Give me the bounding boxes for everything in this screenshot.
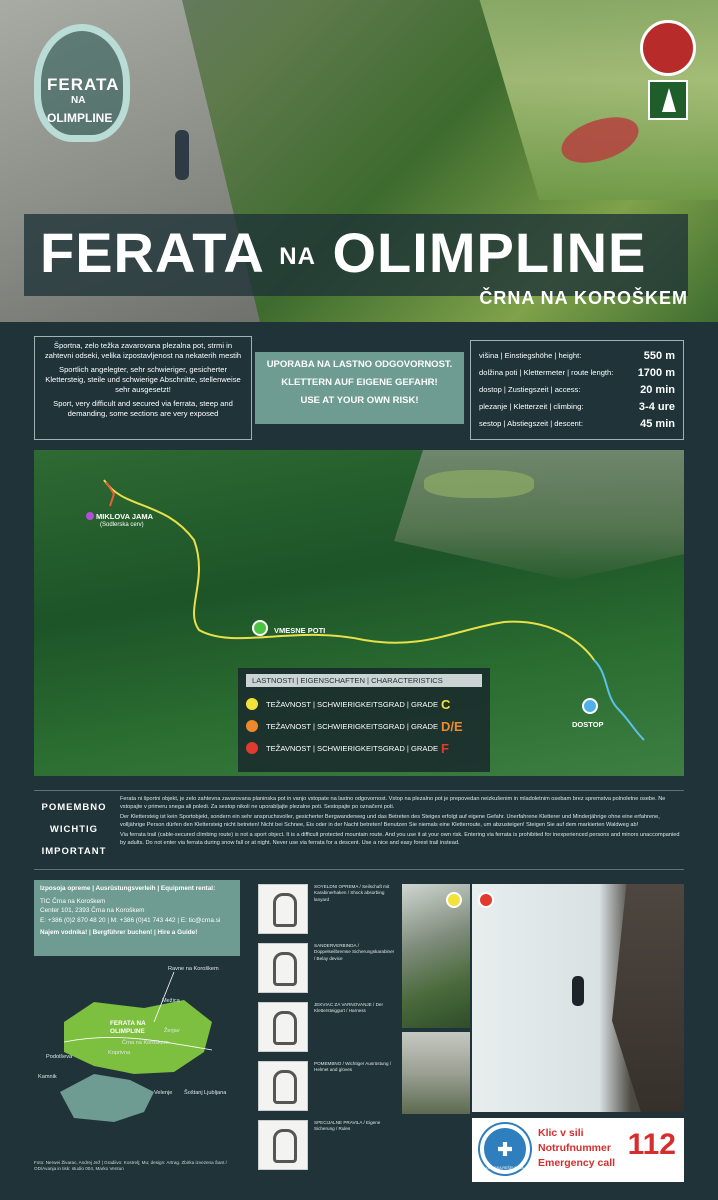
equipment-item <box>258 943 396 1002</box>
grade-c-dot <box>246 698 258 710</box>
description-en: Sport, very difficult and secured via ferrata, steep and demanding, some sections are very exposed <box>53 399 233 418</box>
slovenia-shape <box>60 1074 154 1122</box>
stat-label: sestop | Abstiegszeit | descent: <box>479 419 583 428</box>
emergency-labels <box>538 1126 615 1171</box>
midway-marker <box>252 620 268 636</box>
equipment-text: JEKVIAC ZA VARNOVANJE / Der Klettersteiggurt / Harness <box>314 1002 384 1014</box>
label-wichtig: WICHTIG <box>49 824 99 835</box>
grade-de: D/E <box>441 718 463 734</box>
town-label: Črna na Koroškem <box>122 1040 169 1046</box>
photo-rock <box>402 1032 470 1114</box>
label-important: IMPORTANT <box>41 846 107 857</box>
important-de: Der Klettersteig ist kein Sportobjekt, sondern ein sehr anspruchsvoller, gesicherter Bergwanderweg und das Betreten des Steiges erfolgt auf eigene Gefahr. Unerfahrene Kletterer und Minderjährige ohne eine erfahrene, volljährige Person dürfen den Klettersteig nicht betreten! Nicht bei Schnee, Eis oder in der Nacht betreten! Benutzen Sie niemals eine Kletterroute, um abzusteigen! Steigen Sie auf dem markierten Waldweg ab! <box>120 814 660 828</box>
own-risk-sl: UPORABA NA LASTNO ODGOVORNOST. <box>266 359 453 370</box>
page-title <box>40 220 646 285</box>
rental-contact: E: +386 (0)2 870 48 20 | M: +386 (0)41 743 442 | E: tic@crna.si <box>40 916 221 924</box>
emergency-line-de: Notrufnummer <box>538 1142 611 1154</box>
difficulty-legend <box>238 668 490 772</box>
important-notice <box>34 790 684 870</box>
legend-row <box>246 715 482 737</box>
location-title-1: FERATA NA <box>110 1020 146 1027</box>
grade-f-marker-icon <box>478 892 494 908</box>
title-part1: FERATA <box>40 221 263 284</box>
equipment-text: SOYELDNI OPREMA / Seilschaft mit Karabinerhaken / Shock absorbing lanyard <box>314 884 390 902</box>
rock-wall <box>612 884 684 1112</box>
title-part3: OLIMPLINE <box>332 221 647 284</box>
grade-c-marker-icon <box>446 892 462 908</box>
description-de: Sportlich angelegter, sehr schwieriger, gesicherter Klettersteig, steile und schwierige Abschnitte, stellenweise sehr ausgesetzt! <box>45 365 241 394</box>
important-labels <box>34 797 114 863</box>
rental-address: Center 101, 2393 Črna na Koroškem <box>40 907 145 915</box>
stat-row <box>479 347 675 364</box>
town-label: Ravne na Koroškem <box>168 966 219 972</box>
label-pomembno: POMEMBNO <box>41 802 107 813</box>
cave-marker <box>86 512 94 520</box>
climber <box>175 130 189 180</box>
equipment-text: POMEMBNO / Wichtiger Ausrüstung / Helmet and gloves <box>314 1061 392 1073</box>
access-label: DOSTOP <box>572 720 604 729</box>
stat-row <box>479 398 675 415</box>
own-risk-en: USE AT YOUR OWN RISK! <box>300 395 419 406</box>
cave-sublabel: (Sodlerska cerv) <box>100 522 144 528</box>
stat-row <box>479 415 675 432</box>
rental-header: Izposoja opreme | Ausrüstungsverleih | Equipment rental: <box>40 885 216 892</box>
rental-name: TIC Črna na Koroškem <box>40 897 106 905</box>
legend-text: TEŽAVNOST | SCHWIERIGKEITSGRAD | GRADE <box>266 743 439 753</box>
stat-row <box>479 364 675 381</box>
town-label: Kamnik <box>38 1074 57 1080</box>
alpine-club-badge-icon <box>640 20 696 76</box>
stat-value: 1700 m <box>637 366 675 379</box>
emergency-call <box>472 1118 684 1182</box>
midway-label: VMESNE POTI <box>274 626 326 635</box>
legend-text: TEŽAVNOST | SCHWIERIGKEITSGRAD | GRADE <box>266 721 439 731</box>
access-marker <box>582 698 598 714</box>
rental-guide: Najem vodnika! | Bergführer buchen! | Hire a Guide! <box>40 929 198 937</box>
stat-value: 20 min <box>640 383 675 396</box>
cave-label: MIKLOVA JAMA <box>96 512 154 521</box>
stat-value: 3-4 ure <box>638 400 675 413</box>
photo-credits: Foto: Nerwei Živarac, Andrej Jež | Gradiivo: Kostrelj; Mu; design: Artrag. Zbirka izvezena Šant / OD/Avanja in tisk: studio 004, Marko Ventun <box>34 1160 227 1172</box>
stat-label: dostop | Zustiegszeit | access: <box>479 385 581 394</box>
emergency-number[interactable]: 112 <box>627 1128 676 1161</box>
hard-section <box>106 482 114 506</box>
logo-line2: NA <box>71 95 86 106</box>
rules-icon <box>258 1120 308 1170</box>
legend-text: TEŽAVNOST | SCHWIERIGKEITSGRAD | GRADE <box>266 699 439 709</box>
carabiner-icon <box>258 943 308 993</box>
stat-row <box>479 381 675 398</box>
town-label: Podolševa <box>46 1054 73 1060</box>
description-sl: Športna, zelo težka zavarovana plezalna pot, strmi in zahtevni odseki, velika izpostavljenost na nekaterih mestih <box>44 341 242 360</box>
logo-line3: OLIMPLINE <box>47 111 113 125</box>
municipality-coat-of-arms-icon <box>648 80 688 120</box>
legend-header: LASTNOSTI | EIGENSCHAFTEN | CHARACTERISTICS <box>246 674 482 687</box>
helmet-icon <box>258 1061 308 1111</box>
emergency-line-en: Emergency call <box>538 1157 616 1169</box>
equipment-list <box>258 884 396 1180</box>
grade-c: C <box>441 696 451 712</box>
town-label: Koprivna <box>108 1050 131 1056</box>
stat-label: višina | Einstiegshöhe | height: <box>479 351 582 360</box>
important-text <box>120 795 684 849</box>
equipment-text: SANDERVERBINDA / Doppelseilbremse Sicherungskarabiner / Belay device <box>314 943 395 961</box>
town-label: Velenje <box>154 1090 173 1096</box>
location-map <box>34 962 240 1127</box>
harness-icon <box>258 1002 308 1052</box>
grade-de-dot <box>246 720 258 732</box>
town-label: Ljubljana <box>204 1090 227 1096</box>
town-label: Žerjav <box>164 1028 180 1034</box>
legend-row <box>246 693 482 715</box>
emergency-line-sl: Klic v sili <box>538 1127 584 1139</box>
photo-route-c <box>402 884 470 1028</box>
equipment-item <box>258 1120 396 1179</box>
logo-line1: FERATA <box>47 75 120 94</box>
rescue-service-icon <box>480 1124 530 1174</box>
equipment-item <box>258 1002 396 1061</box>
equipment-rental <box>34 880 240 956</box>
photo-route-f <box>472 884 684 1112</box>
lanyard-icon <box>258 884 308 934</box>
route-stats <box>470 340 684 440</box>
legend-row <box>246 737 482 759</box>
stat-label: dolžina poti | Klettermeter | route length: <box>479 368 614 377</box>
grade-f: F <box>441 740 449 756</box>
important-en: Via ferrata trail (cable-secured climbing route) is not a sport object. It is a difficult protected mountain route. And you use it at your own risk. Entering via ferrata is prohibited for inexperienced persons and minors unaccompanied by adults. Do not enter via ferrata during snow fall or at night. Never use via ferrata for a descent. Use a nice and easy forest trail instead. <box>120 832 680 846</box>
main-route <box>104 480 594 660</box>
stat-value: 45 min <box>640 417 675 430</box>
location-title-2: OLIMPLINE <box>110 1028 145 1035</box>
town-label: Mežica <box>162 998 180 1004</box>
equipment-item <box>258 1061 396 1120</box>
equipment-text: SPECIJALNE PRAVILA / Eigene Sicherung / Rules <box>314 1120 381 1132</box>
stat-value: 550 m <box>643 349 675 362</box>
own-risk-notice <box>255 352 464 424</box>
climber-on-wall <box>572 976 584 1006</box>
own-risk-de: KLETTERN AUF EIGENE GEFAHR! <box>281 377 438 388</box>
region-shape <box>64 1000 212 1074</box>
ferata-logo <box>34 24 130 142</box>
title-part2: NA <box>279 243 316 271</box>
important-sl: Ferata ni športni objekt, je zelo zahtevna zavarovana planinska pot in vanjo vstopate na lastno odgovornost. Vstop na plezalno pot je prepovedan neizkušenim in mladoletnim osebam brez spremstva polnoletne osebe. Ne vstopajte v primeru snega ali poledi. Za sestop nikoli ne uporabljajte plezalne poti. Sestopajte po označeni poti. <box>120 796 666 810</box>
rescue-ring-text: GORSKA REŠEVALNA SLUŽBA <box>486 1166 524 1174</box>
page-subtitle: ČRNA NA KOROŠKEM <box>479 288 688 308</box>
grade-f-dot <box>246 742 258 754</box>
stat-label: plezanje | Kletterzeit | climbing: <box>479 402 584 411</box>
route-description <box>34 336 252 440</box>
town-label: Šoštanj <box>184 1090 203 1096</box>
equipment-item <box>258 884 396 943</box>
